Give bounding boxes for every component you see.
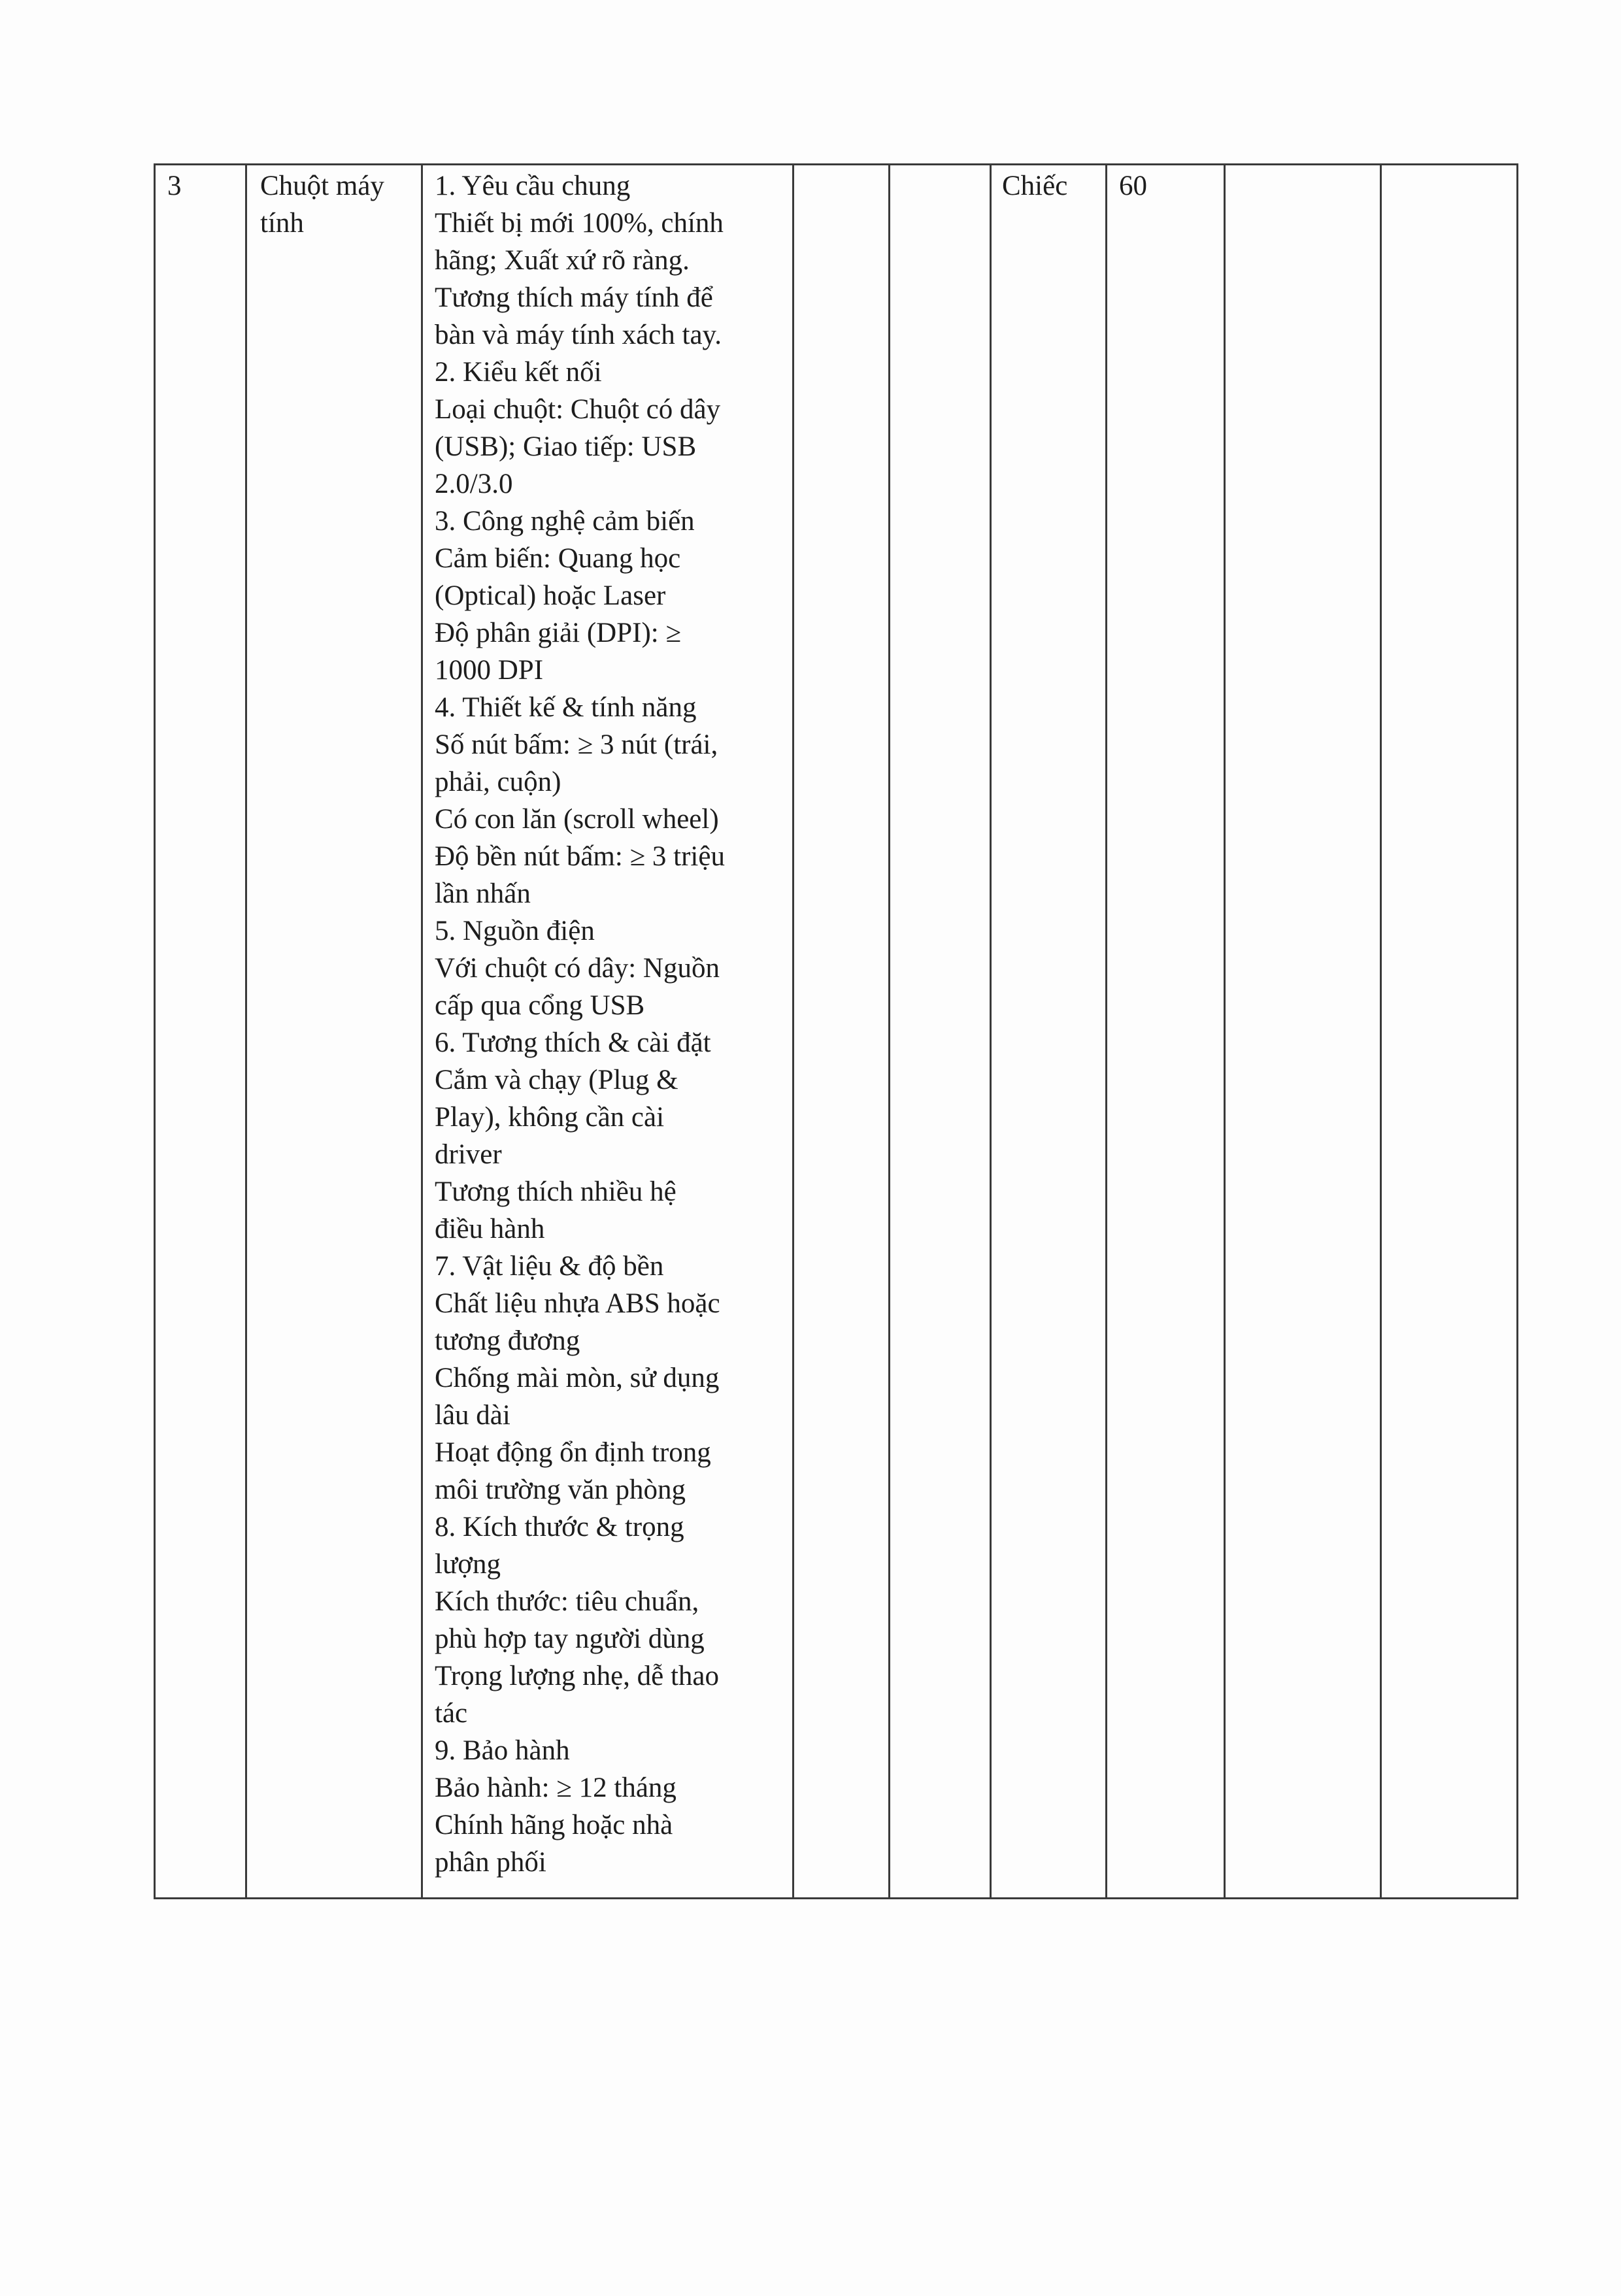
specification-cell [422, 165, 794, 1899]
spec-line: 6. Tương thích & cài đặt [435, 1027, 711, 1058]
spec-line: Loại chuột: Chuột có dây [435, 394, 721, 425]
spec-line: Độ bền nút bấm: ≥ 3 triệu [435, 841, 725, 872]
spec-line: 5. Nguồn điện [435, 916, 595, 946]
spec-line: Số nút bấm: ≥ 3 nút (trái, [435, 729, 718, 760]
spec-line: (Optical) hoặc Laser [435, 580, 666, 611]
spec-line: 8. Kích thước & trọng [435, 1512, 684, 1542]
quantity-cell [1107, 165, 1225, 1899]
specification-list [423, 165, 788, 1881]
spec-line: Chất liệu nhựa ABS hoặc [435, 1288, 720, 1319]
spec-line: 2. Kiểu kết nối [435, 357, 602, 388]
spec-line: lần nhấn [435, 878, 531, 909]
spec-line: lâu dài [435, 1400, 510, 1431]
quantity-value: 60 [1119, 171, 1147, 201]
spec-line: hãng; Xuất xứ rõ ràng. [435, 245, 690, 276]
spec-line: cấp qua cổng USB [435, 990, 645, 1021]
spec-line: Cảm biến: Quang học [435, 543, 681, 574]
spec-line: phân phối [435, 1847, 546, 1878]
spec-line: 2.0/3.0 [435, 469, 513, 499]
specification-table [154, 163, 1518, 1899]
spec-line: Hoạt động ổn định trong [435, 1437, 711, 1468]
spec-line: lượng [435, 1549, 501, 1580]
spec-line: Với chuột có dây: Nguồn [435, 953, 720, 984]
spec-line: 9. Bảo hành [435, 1735, 570, 1766]
row-number: 3 [167, 171, 182, 201]
spec-line: 3. Công nghệ cảm biến [435, 506, 695, 537]
spec-line: điều hành [435, 1214, 545, 1244]
unit-value: Chiếc [1002, 171, 1068, 201]
spec-line: 4. Thiết kế & tính năng [435, 692, 697, 723]
item-name-cell [246, 165, 422, 1899]
empty-cell-2 [890, 165, 991, 1899]
spec-line: (USB); Giao tiếp: USB [435, 431, 697, 462]
spec-line: 1. Yêu cầu chung [435, 171, 631, 201]
spec-line: tương đương [435, 1325, 580, 1356]
spec-line: Tương thích nhiều hệ [435, 1176, 677, 1207]
table-row [155, 165, 1518, 1899]
spec-line: Cắm và chạy (Plug & [435, 1065, 678, 1095]
spec-line: Bảo hành: ≥ 12 tháng [435, 1772, 677, 1803]
spec-line: môi trường văn phòng [435, 1474, 686, 1505]
spec-line: tác [435, 1698, 468, 1729]
spec-line: driver [435, 1139, 502, 1170]
empty-cell-4 [1381, 165, 1518, 1899]
spec-line: Có con lăn (scroll wheel) [435, 804, 719, 835]
spec-line: Kích thước: tiêu chuẩn, [435, 1586, 699, 1617]
spec-line: 7. Vật liệu & độ bền [435, 1251, 664, 1282]
unit-cell [991, 165, 1107, 1899]
spec-line: Chống mài mòn, sử dụng [435, 1363, 720, 1393]
empty-cell-3 [1225, 165, 1381, 1899]
spec-line: 1000 DPI [435, 655, 544, 686]
spec-line: Tương thích máy tính để [435, 282, 713, 313]
spec-line: Thiết bị mới 100%, chính [435, 208, 724, 239]
spec-line: phù hợp tay người dùng [435, 1623, 705, 1654]
spec-line: Độ phân giải (DPI): ≥ [435, 618, 682, 648]
item-name: Chuột máy tính [260, 171, 384, 239]
empty-cell-1 [794, 165, 890, 1899]
spec-line: bàn và máy tính xách tay. [435, 320, 722, 350]
spec-line: Play), không cần cài [435, 1102, 665, 1133]
spec-line: Chính hãng hoặc nhà [435, 1810, 673, 1840]
stt-cell [155, 165, 246, 1899]
spec-line: Trọng lượng nhẹ, dễ thao [435, 1661, 720, 1691]
spec-line: phải, cuộn) [435, 767, 561, 797]
